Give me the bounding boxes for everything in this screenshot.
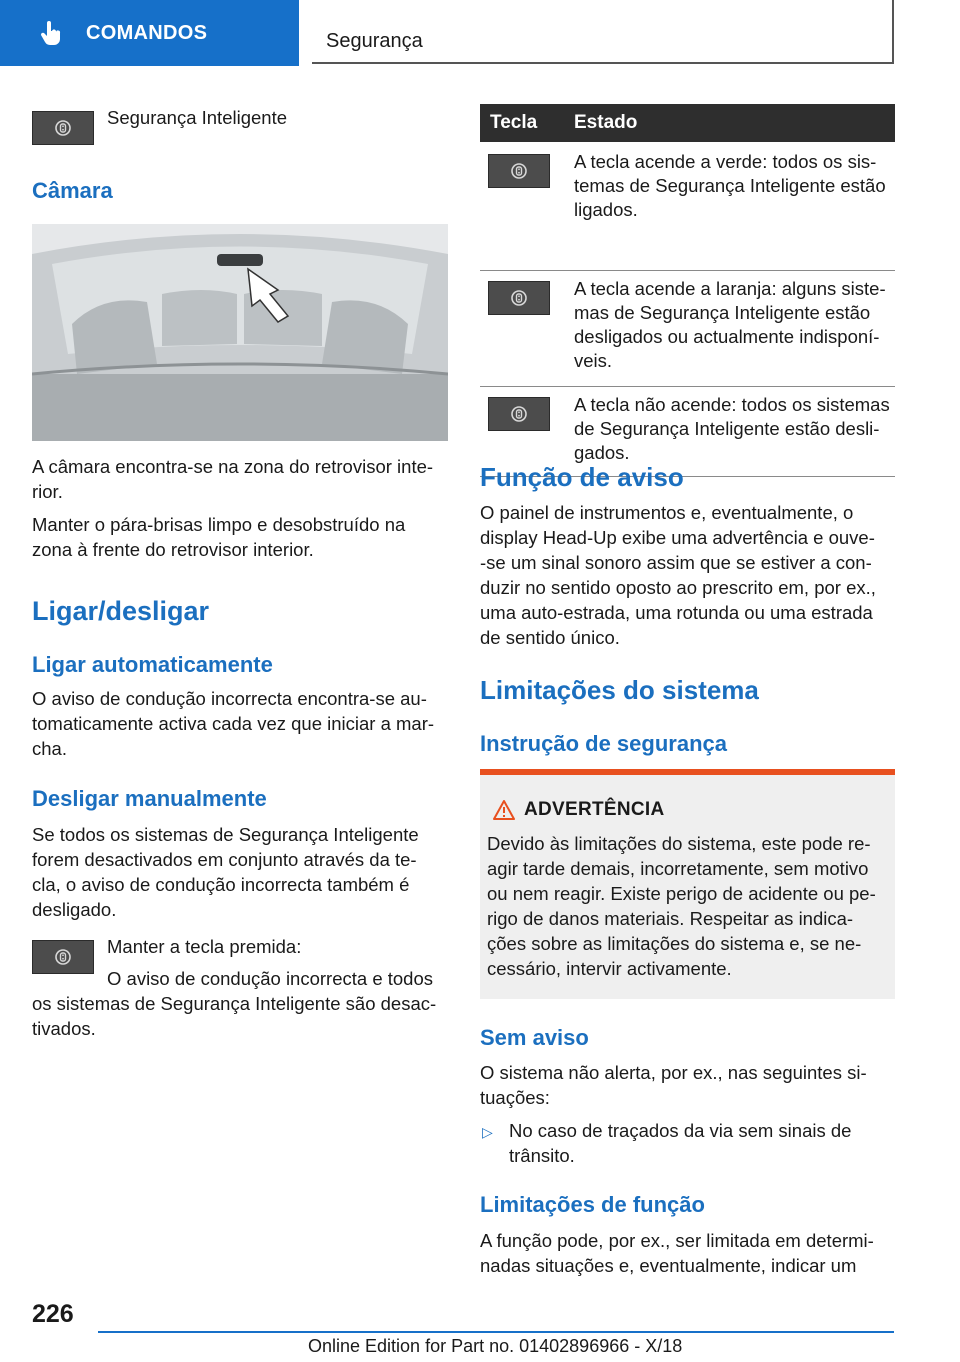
function-limits-text: A função pode, por ex., ser limitada em determi- nadas situações e, eventualmente, indicar um [480,1230,874,1276]
column-header-status: Estado [574,104,895,142]
no-warning-heading: Sem aviso [480,1025,589,1050]
intelligent-safety-key-icon [32,940,94,974]
intro-label: Segurança Inteligente [107,107,287,128]
manual-step: Manter a tecla premida: [107,936,302,957]
intelligent-safety-key-icon [488,281,550,315]
system-limits-heading: Limitações do sistema [480,675,759,705]
camera-text-1: A câmara encontra-se na zona do retrovisor inte- rior. [32,456,434,502]
table-cell-status: A tecla não acende: todos os sistemas de Segurança Inteligente estão desli- gados. [574,386,895,476]
on-off-heading: Ligar/desligar [32,596,210,626]
warning-triangle-icon [492,799,516,821]
table-row [480,270,895,386]
safety-instruction-heading: Instrução de segurança [480,731,727,756]
camera-location-illustration [32,224,448,441]
table-cell-status: A tecla acende a verde: todos os sis- temas de Segurança Inteligente estão ligados. [574,142,895,270]
table-cell-status: A tecla acende a laranja: alguns siste- mas de Segurança Inteligente estão desligados ou actualmente indisponí- veis. [574,270,895,386]
key-status-table [480,104,895,477]
manual-off-text: Se todos os sistemas de Segurança Inteligente forem desactivados em conjunto através da te- cla, o aviso de condução incorrecta também é desligado. [32,824,419,920]
no-warning-text: O sistema não alerta, por ex., nas seguintes si- tuações: [480,1062,867,1108]
warning-function-text: O painel de instrumentos e, eventualmente, o display Head-Up exibe uma advertência e ouve- -se um sinal sonoro assim que se estiver a con- duzir no sentido oposto ao prescrito em, por ex., uma auto-estrada, uma rotunda ou uma estrada de sentido único. [480,502,876,648]
manual-result-1: O aviso de condução incorrecta e todos [107,968,433,989]
edition-note: Online Edition for Part no. 01402896966 - X/18 [308,1336,683,1356]
camera-text-2: Manter o pára-brisas limpo e desobstruído na zona à frente do retrovisor interior. [32,514,406,560]
warning-function-heading: Função de aviso [480,462,684,492]
intelligent-safety-key-icon [488,154,550,188]
warning-box [480,769,895,999]
table-row [480,142,895,270]
section-tab [0,0,299,66]
function-limits-heading: Limitações de função [480,1192,705,1217]
section-label: COMANDOS [86,21,208,44]
auto-on-text: O aviso de condução incorrecta encontra-se au- tomaticamente activa cada vez que iniciar a mar- cha. [32,688,435,759]
bullet-triangle-icon: ▷ [482,1124,493,1140]
manual-result-2: os sistemas de Segurança Inteligente são desac- tivados. [32,993,437,1039]
no-warning-bullet-1: No caso de traçados da via sem sinais de trânsito. [509,1120,852,1166]
footer-divider [98,1331,894,1333]
hand-pointer-icon [38,20,64,46]
intelligent-safety-key-icon [488,397,550,431]
column-header-key: Tecla [480,104,574,142]
manual-off-heading: Desligar manualmente [32,786,267,811]
page-header [0,0,960,66]
table-cell-key [480,270,574,386]
table-header-row [480,104,895,142]
intelligent-safety-key-icon [32,111,94,145]
camera-heading: Câmara [32,178,113,203]
warning-text: Devido às limitações do sistema, este pode re- agir tarde demais, incorretamente, sem motivo ou nem reagir. Existe perigo de acidente ou pe- rigo de danos materiais. Respeitar as indica- ções sobre as limitações do sistema e, se ne- cessário, intervir activamente. [487,833,876,979]
table-cell-key [480,142,574,270]
warning-title: ADVERTÊNCIA [524,799,665,820]
chapter-title: Segurança [312,0,894,64]
page-number: 226 [32,1300,74,1328]
auto-on-heading: Ligar automaticamente [32,652,273,677]
